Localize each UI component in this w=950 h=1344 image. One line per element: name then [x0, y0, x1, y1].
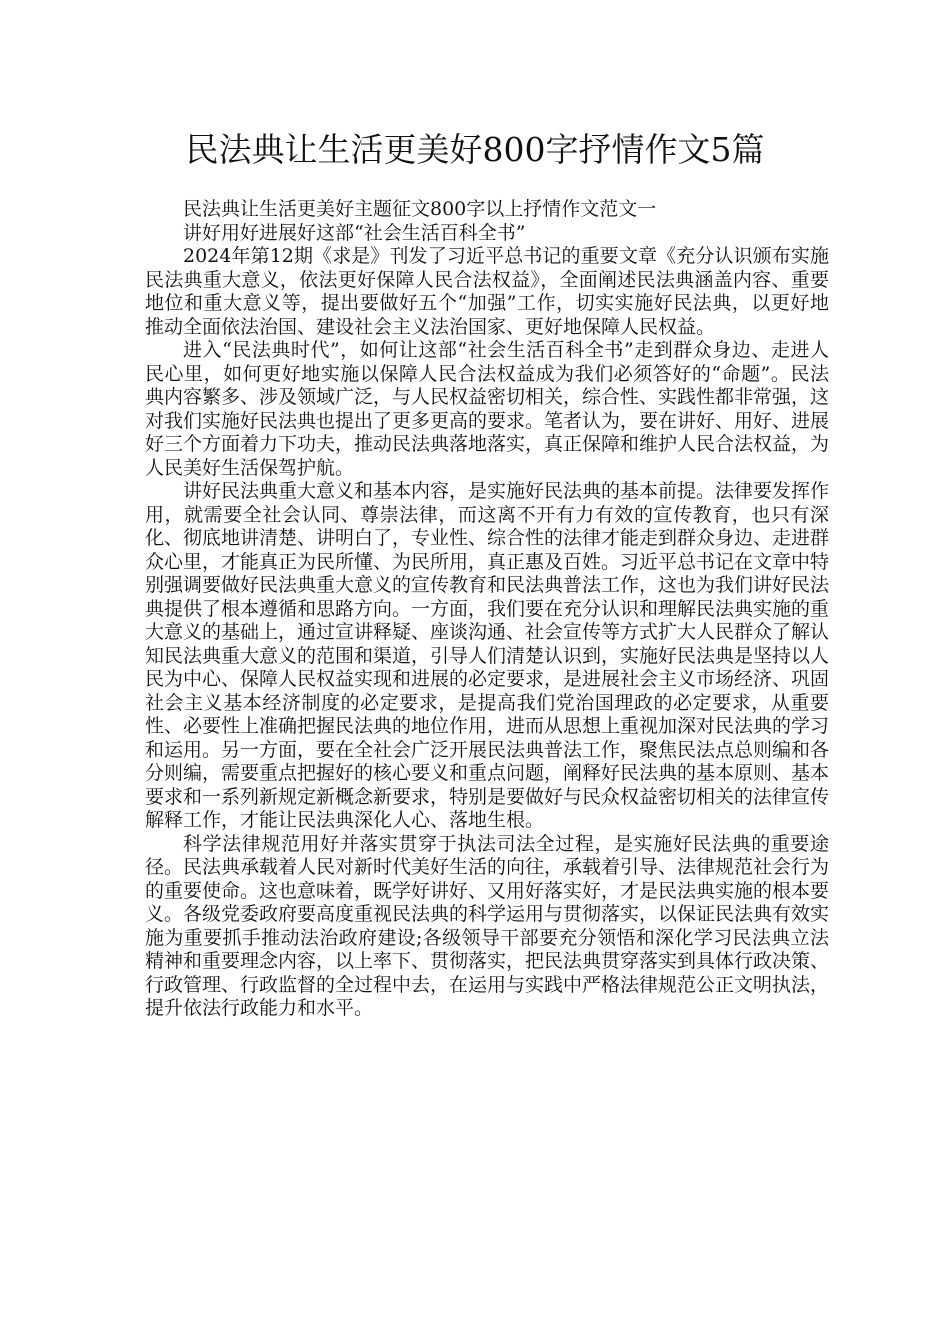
document-title: 民法典让生活更美好800字抒情作文5篇	[185, 130, 765, 169]
document-body	[145, 198, 829, 1021]
paragraph-2: 进入“民法典时代”，如何让这部“社会生活百科全书”走到群众身边、走进人民心里，如何更好地实施以保障人民合法权益成为我们必须答好的“命题”。民法典内容繁多、涉及领域广泛，与人民权益密切相关，综合性、实践性都非常强，这对我们实施好民法典也提出了更多更高的要求。笔者认为，要在讲好、用好、进展好三个方面着力下功夫，推动民法典落地落实，真正保障和维护人民合法权益，为人民美好生活保驾护航。	[145, 339, 830, 479]
subtitle-line-2: 讲好用好进展好这部“社会生活百科全书”	[183, 221, 526, 244]
subtitle-line-1: 民法典让生活更美好主题征文800字以上抒情作文范文一	[183, 198, 657, 220]
paragraph-3: 讲好民法典重大意义和基本内容，是实施好民法典的基本前提。法律要发挥作用，就需要全社会认同、尊崇法律，而这离不开有力有效的宣传教育，也只有深化、彻底地讲清楚、讲明白了，专业性、综合性的法律才能走到群众身边、走进群众心里，才能真正为民所懂、为民所用，真正惠及百姓。习近平总书记在文章中特别强调要做好民法典重大意义的宣传教育和民法典普法工作，这也为我们讲好民法典提供了根本遵循和思路方向。一方面，我们要在充分认识和理解民法典实施的重大意义的基础上，通过宣讲释疑、座谈沟通、社会宣传等方式扩大人民群众了解认知民法典重大意义的范围和渠道，引导人们清楚认识到，实施好民法典是坚持以人民为中心、保障人民权益实现和进展的必定要求，是进展社会主义市场经济、巩固社会主义基本经济制度的必定要求，是提高我们党治国理政的必定要求，从重要性、必要性上准确把握民法典的地位作用，进而从思想上重视加深对民法典的学习和运用。另一方面，要在全社会广泛开展民法典普法工作，聚焦民法点总则编和各分则编，需要重点把握好的核心要义和重点问题，阐释好民法典的基本原则、基本要求和一系列新规定新概念新要求，特别是要做好与民众权益密切相关的法律宣传解释工作，才能让民法典深化人心、落地生根。	[145, 480, 830, 831]
paragraph-4: 科学法律规范用好并落实贯穿于执法司法全过程，是实施好民法典的重要途径。民法典承载着人民对新时代美好生活的向往，承载着引导、法律规范社会行为的重要使命。这也意味着，既学好讲好、又用好落实好，才是民法典实施的根本要义。各级党委政府要高度重视民法典的科学运用与贯彻落实，以保证民法典有效实施为重要抓手推动法治政府建设;各级领导干部要充分领悟和深化学习民法典立法精神和重要理念内容，以上率下、贯彻落实，把民法典贯穿落实到具体行政决策、行政管理、行政监督的全过程中去，在运用与实践中严格法律规范公正文明执法，提升依法行政能力和水平。	[145, 832, 830, 1019]
paragraph-1: 2024年第12期《求是》刊发了习近平总书记的重要文章《充分认识颁布实施民法典重大意义，依法更好保障人民合法权益》，全面阐述民法典涵盖内容、重要地位和重大意义等，提出要做好五个“加强”工作，切实实施好民法典，以更好地推动全面依法治国、建设社会主义法治国家、更好地保障人民权益。	[145, 245, 829, 338]
